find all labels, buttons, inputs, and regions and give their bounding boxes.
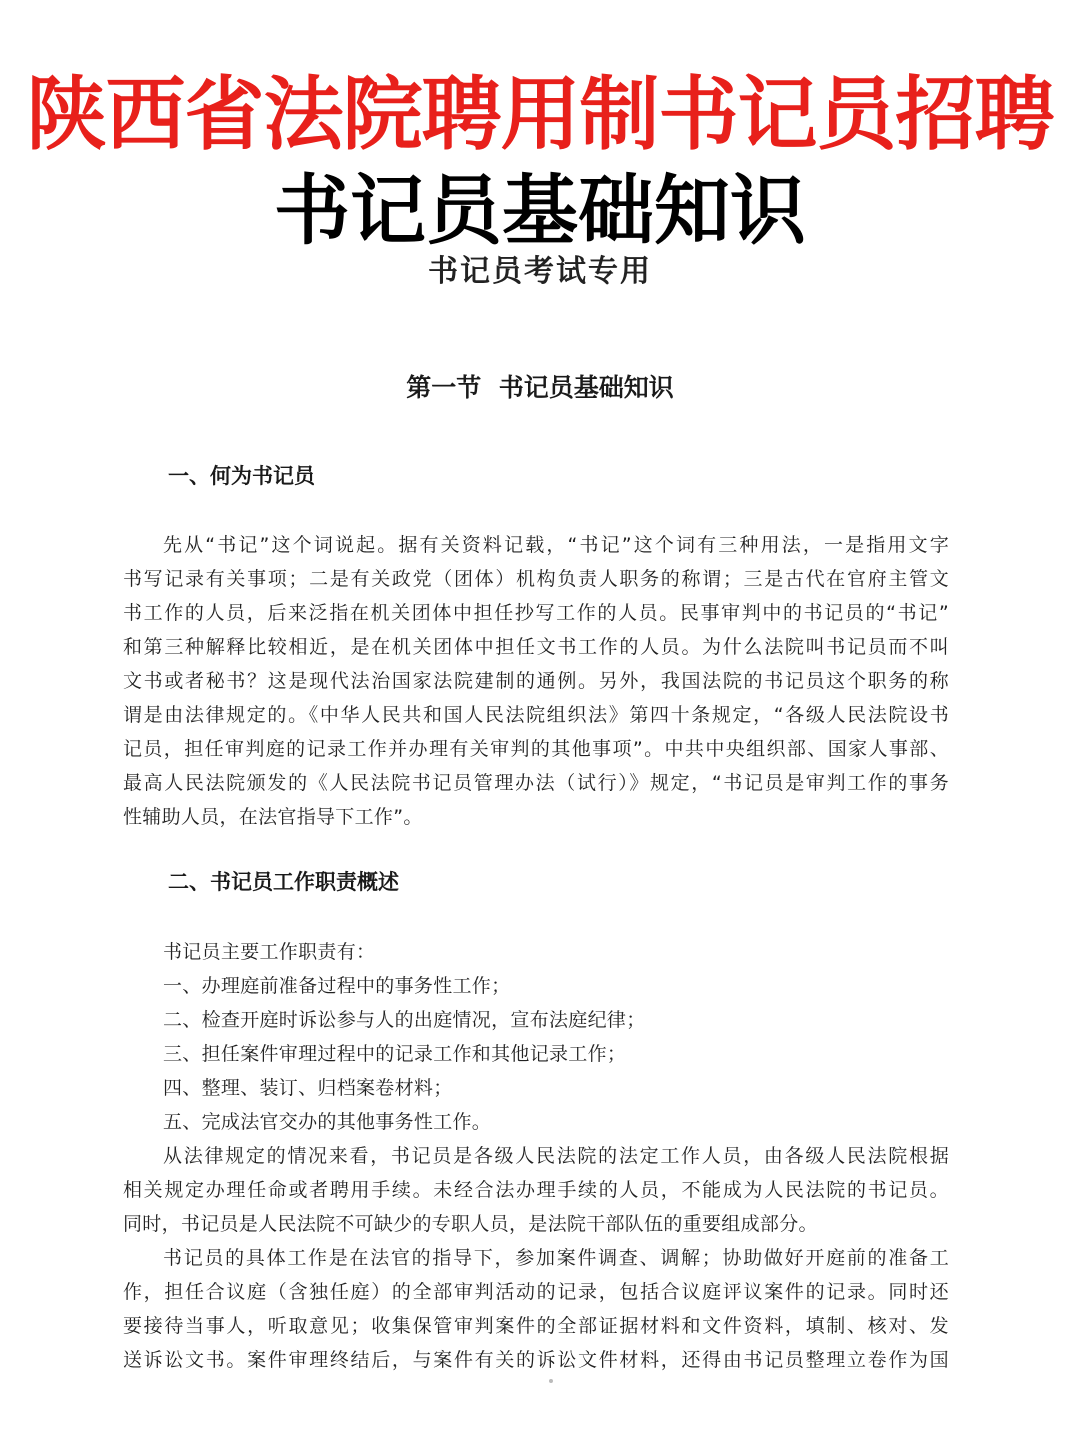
body-line: 要接待当事人，听取意见；收集保管审判案件的全部证据材料和文件资料，填制、核对、发 (123, 1315, 949, 1337)
body-line: 先从“书记”这个词说起。据有关资料记载，“书记”这个词有三种用法，一是指用文字 (163, 534, 949, 556)
body-line: 从法律规定的情况来看，书记员是各级人民法院的法定工作人员，由各级人民法院根据 (163, 1145, 949, 1167)
duty-item: 五、完成法官交办的其他事务性工作。 (163, 1111, 492, 1133)
body-line: 书记员主要工作职责有： (163, 941, 376, 963)
banner-tagline: 书记员考试专用 (428, 254, 652, 289)
duty-item: 三、担任案件审理过程中的记录工作和其他记录工作； (163, 1043, 627, 1065)
banner-subtitle: 书记员基础知识 (274, 166, 806, 255)
part1-body (123, 528, 949, 834)
banner-title: 陕西省法院聘用制书记员招聘 (26, 68, 1054, 161)
page-dot (549, 1379, 553, 1383)
body-line: 最高人民法院颁发的《人民法院书记员管理办法（试行）》规定，“书记员是审判工作的事务 (123, 772, 949, 794)
body-line: 和第三种解释比较相近，是在机关团体中担任文书工作的人员。为什么法院叫书记员而不叫 (123, 636, 949, 658)
body-line: 书记员的具体工作是在法官的指导下，参加案件调查、调解；协助做好开庭前的准备工 (163, 1247, 949, 1269)
duty-item: 一、办理庭前准备过程中的事务性工作； (163, 975, 511, 997)
body-line: 文书或者秘书？这是现代法治国家法院建制的通例。另外，我国法院的书记员这个职务的称 (123, 670, 949, 692)
body-line: 谓是由法律规定的。《中华人民共和国人民法院组织法》第四十条规定，“各级人民法院设书 (123, 704, 949, 726)
body-line: 同时，书记员是人民法院不可缺少的专职人员，是法院干部队伍的重要组成部分。 (123, 1213, 818, 1235)
body-line: 书写记录有关事项；二是有关政党（团体）机构负责人职务的称谓；三是古代在官府主管文 (123, 568, 949, 590)
body-line: 记员，担任审判庭的记录工作并办理有关审判的其他事项”。中共中央组织部、国家人事部、 (123, 738, 949, 760)
body-line: 作，担任合议庭（含独任庭）的全部审判活动的记录，包括合议庭评议案件的记录。同时还 (123, 1281, 949, 1303)
body-line: 送诉讼文书。案件审理终结后，与案件有关的诉讼文件材料，还得由书记员整理立卷作为国 (123, 1349, 949, 1371)
part2-heading: 二、书记员工作职责概述 (168, 869, 399, 894)
duty-item: 二、检查开庭时诉讼参与人的出庭情况，宣布法庭纪律； (163, 1009, 646, 1031)
section-title: 第一节 书记员基础知识 (406, 373, 674, 402)
body-line: 性辅助人员，在法官指导下工作”。 (123, 806, 423, 828)
body-line: 相关规定办理任命或者聘用手续。未经合法办理手续的人员，不能成为人民法院的书记员。 (123, 1179, 949, 1201)
part1-heading: 一、何为书记员 (168, 463, 315, 488)
duty-item: 四、整理、装订、归档案卷材料； (163, 1077, 453, 1099)
body-line: 书工作的人员，后来泛指在机关团体中担任抄写工作的人员。民事审判中的书记员的“书记” (123, 602, 949, 624)
part2-body (123, 935, 949, 1377)
